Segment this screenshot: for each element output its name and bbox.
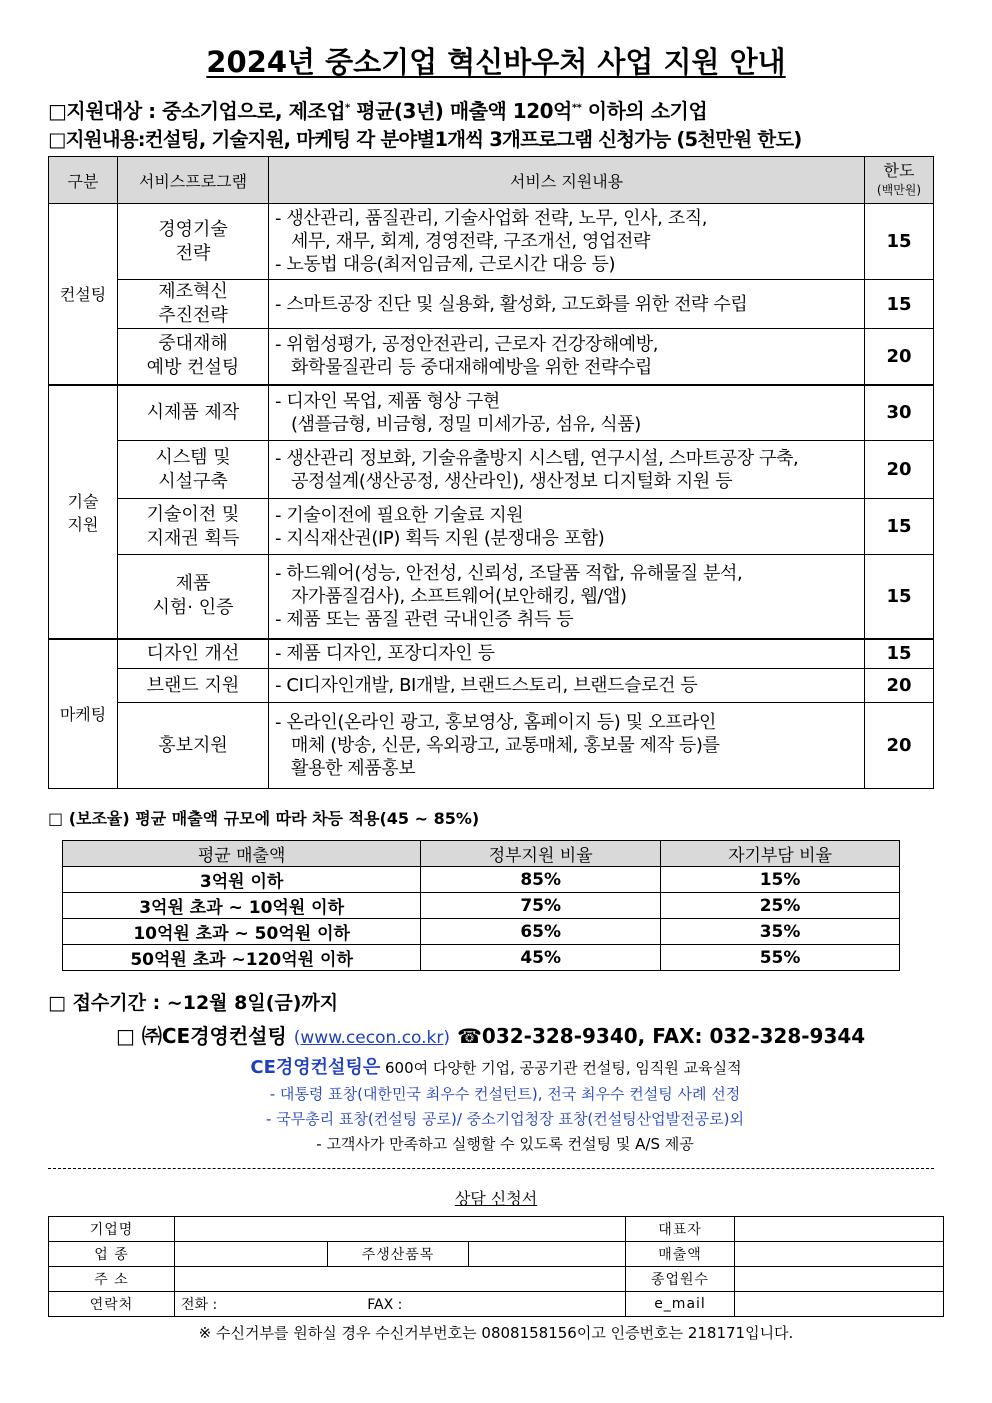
label-company-name: 기업명 — [49, 1217, 175, 1242]
program-cell: 디자인 개선 — [118, 639, 269, 669]
company-phone-fax: ☎032-328-9340, FAX: 032-328-9344 — [450, 1024, 866, 1048]
company-name: □ ㈜CE경영컨설팅 — [116, 1024, 294, 1048]
service-line: - 고객사가 만족하고 실행할 수 있도록 컨설팅 및 A/S 제공 — [316, 1135, 694, 1153]
rate-row — [63, 919, 900, 945]
limit-cell: 15 — [865, 555, 934, 639]
form-title: 상담 신청서 — [454, 1189, 538, 1208]
sales-field[interactable] — [735, 1242, 944, 1267]
company-name-field[interactable] — [175, 1217, 626, 1242]
deadline: □ 접수기간 : ~12월 8일(금)까지 — [48, 992, 339, 1014]
program-cell: 홍보지원 — [118, 703, 269, 789]
rate-cell: 35% — [661, 919, 900, 945]
content-cell: - 제품 디자인, 포장디자인 등 — [269, 639, 865, 669]
service-row — [49, 280, 934, 329]
content-cell: - 디자인 목업, 제품 형상 구현 (샘플금형, 비금형, 정밀 미세가공, 섬유, 식품) — [269, 385, 865, 441]
service-row — [49, 639, 934, 669]
award-line: - 국무총리 표창(컨설팅 공로)/ 중소기업청장 표창(컨설팅산업발전공로)외 — [266, 1110, 744, 1128]
program-cell: 시제품 제작 — [118, 385, 269, 441]
limit-cell: 20 — [865, 329, 934, 385]
rate-cell: 3억원 이하 — [63, 867, 421, 893]
rate-cell: 25% — [661, 893, 900, 919]
rate-header-cell: 정부지원 비율 — [421, 841, 661, 867]
limit-cell: 15 — [865, 639, 934, 669]
program-cell: 기술이전 및 지재권 획득 — [118, 499, 269, 555]
limit-cell: 15 — [865, 280, 934, 329]
label-ceo: 대표자 — [626, 1217, 735, 1242]
content-cell: - 온라인(온라인 광고, 홍보영상, 홈페이지 등) 및 오프라인 매체 (방송, 신문, 옥외광고, 교통매체, 홍보물 제작 등)를 활용한 제품홍보 — [269, 703, 865, 789]
ceo-field[interactable] — [735, 1217, 944, 1242]
page-title: 2024년 중소기업 혁신바우처 사업 지원 안내 — [206, 45, 786, 79]
program-cell: 시스템 및 시설구축 — [118, 441, 269, 499]
rate-cell: 15% — [661, 867, 900, 893]
label-email: e_mail — [626, 1292, 735, 1317]
service-row — [49, 204, 934, 280]
rate-cell: 55% — [661, 945, 900, 971]
limit-cell: 30 — [865, 385, 934, 441]
header-content: 서비스 지원내용 — [269, 157, 865, 204]
fax-label: FAX : — [367, 1297, 403, 1313]
category-cell: 컨설팅 — [49, 204, 118, 385]
label-employees: 종업원수 — [626, 1267, 735, 1292]
service-row — [49, 441, 934, 499]
service-row — [49, 499, 934, 555]
rate-cell: 85% — [421, 867, 661, 893]
content-cell: - CI디자인개발, BI개발, 브랜드스토리, 브랜드슬로건 등 — [269, 669, 865, 703]
label-address: 주 소 — [49, 1267, 175, 1292]
limit-cell: 20 — [865, 669, 934, 703]
rate-cell: 45% — [421, 945, 661, 971]
rate-row — [63, 893, 900, 919]
support-target: □지원대상 : 중소기업으로, 제조업* 평균(3년) 매출액 120억** 이하의 소기업 — [48, 99, 708, 123]
rate-cell: 50억원 초과 ~120억원 이하 — [63, 945, 421, 971]
label-contact: 연락처 — [49, 1292, 175, 1317]
rate-cell: 65% — [421, 919, 661, 945]
content-cell: - 생산관리 정보화, 기술유출방지 시스템, 연구시설, 스마트공장 구축, 공정설계(생산공정, 생산라인), 생산정보 디지털화 지원 등 — [269, 441, 865, 499]
service-table — [48, 156, 934, 789]
service-row — [49, 703, 934, 789]
subsidy-rate-table — [62, 840, 900, 971]
company-contact — [116, 1020, 865, 1049]
opt-out-footnote: ※ 수신거부를 원하실 경우 수신거부번호는 0808158156이고 인증번호는 218171입니다. — [198, 1324, 794, 1342]
program-cell: 제조혁신 추진전략 — [118, 280, 269, 329]
email-field[interactable] — [735, 1292, 944, 1317]
rate-row — [63, 867, 900, 893]
service-row — [49, 669, 934, 703]
consultation-form — [48, 1216, 944, 1317]
industry-field[interactable] — [175, 1242, 328, 1267]
program-cell: 브랜드 지원 — [118, 669, 269, 703]
category-cell: 마케팅 — [49, 639, 118, 789]
address-field[interactable] — [175, 1267, 626, 1292]
content-cell: - 스마트공장 진단 및 실용화, 활성화, 고도화를 위한 전략 수립 — [269, 280, 865, 329]
service-table-header — [49, 157, 934, 204]
rate-row — [63, 945, 900, 971]
rate-header-cell: 평균 매출액 — [63, 841, 421, 867]
service-row — [49, 555, 934, 639]
content-cell: - 위험성평가, 공정안전관리, 근로자 건강장해예방, 화학물질관리 등 중대재해예방을 위한 전략수립 — [269, 329, 865, 385]
rate-cell: 3억원 초과 ~ 10억원 이하 — [63, 893, 421, 919]
limit-cell: 20 — [865, 441, 934, 499]
label-sales: 매출액 — [626, 1242, 735, 1267]
employees-field[interactable] — [735, 1267, 944, 1292]
service-row — [49, 329, 934, 385]
limit-cell: 15 — [865, 499, 934, 555]
header-category: 구분 — [49, 157, 118, 204]
content-cell: - 기술이전에 필요한 기술료 지원 - 지식재산권(IP) 획득 지원 (분쟁대응 포함) — [269, 499, 865, 555]
program-cell: 제품 시험· 인증 — [118, 555, 269, 639]
main-product-field[interactable] — [469, 1242, 626, 1267]
phone-label: 전화 : — [181, 1297, 218, 1313]
limit-cell: 15 — [865, 204, 934, 280]
support-content: □지원내용:컨설팅, 기술지원, 마케팅 각 분야별1개씩 3개프로그램 신청가능 (5천만원 한도) — [48, 128, 802, 151]
content-cell: - 생산관리, 품질관리, 기술사업화 전략, 노무, 인사, 조직, 세무, 재무, 회계, 경영전략, 구조개선, 영업전략 - 노동법 대응(최저임금제, 근로시간 대응 등) — [269, 204, 865, 280]
company-intro: CE경영컨설팅은 600여 다양한 기업, 공공기관 컨설팅, 임직원 교육실적 — [250, 1057, 742, 1078]
content-cell: - 하드웨어(성능, 안전성, 신뢰성, 조달품 적합, 유해물질 분석, 자가품질검사), 소프트웨어(보안해킹, 웹/앱) - 제품 또는 품질 관련 국내인증 취득 등 — [269, 555, 865, 639]
contact-field[interactable] — [175, 1292, 626, 1317]
rate-cell: 10억원 초과 ~ 50억원 이하 — [63, 919, 421, 945]
company-url-link[interactable]: (www.cecon.co.kr) — [293, 1028, 451, 1048]
header-limit: 한도 (백만원) — [865, 157, 934, 204]
program-cell: 경영기술 전략 — [118, 204, 269, 280]
limit-cell: 20 — [865, 703, 934, 789]
rate-cell: 75% — [421, 893, 661, 919]
category-cell: 기술 지원 — [49, 385, 118, 639]
rate-header-cell: 자기부담 비율 — [661, 841, 900, 867]
program-cell: 중대재해 예방 컨설팅 — [118, 329, 269, 385]
subsidy-rate-heading: □ (보조율) 평균 매출액 규모에 따라 차등 적용(45 ~ 85%) — [48, 809, 480, 828]
header-program: 서비스프로그램 — [118, 157, 269, 204]
cut-line-divider — [48, 1168, 934, 1169]
label-industry: 업 종 — [49, 1242, 175, 1267]
label-main-product: 주생산품목 — [328, 1242, 469, 1267]
service-row — [49, 385, 934, 441]
award-line: - 대통령 표창(대한민국 최우수 컨설턴트), 전국 최우수 컨설팅 사례 선정 — [269, 1085, 741, 1103]
